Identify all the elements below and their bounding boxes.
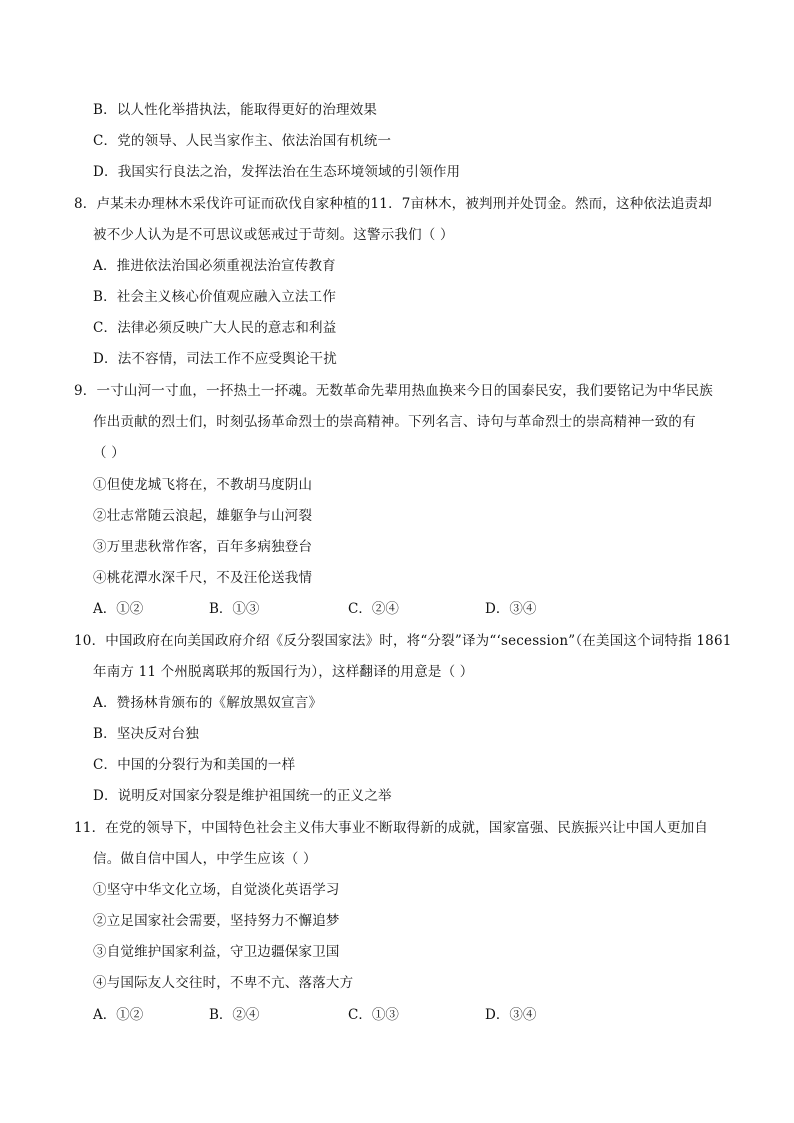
q9-item-4: ④桃花潭水深千尺，不及汪伦送我情 — [93, 570, 313, 586]
q10-option-c: C．中国的分裂行为和美国的一样 — [93, 757, 296, 773]
q9-choice-d: D．③④ — [485, 601, 537, 617]
q9-choice-b: B．①③ — [209, 601, 260, 617]
q7-option-c: C．党的领导、人民当家作主、依法治国有机统一 — [93, 133, 392, 149]
q8-option-c: C．法律必须反映广大人民的意志和利益 — [93, 320, 337, 336]
q8-stem-line2: 被不少人认为是不可思议或惩戒过于苛刻。这警示我们（ ） — [93, 227, 454, 243]
q8-option-a: A．推进依法治国必须重视法治宣传教育 — [93, 258, 336, 274]
q11-stem-line2: 信。做自信中国人，中学生应该（ ） — [93, 851, 317, 867]
q11-choice-c: C．①③ — [348, 1007, 399, 1023]
q10-option-a: A．赞扬林肯颁布的《解放黑奴宣言》 — [93, 695, 323, 711]
q7-option-b: B．以人性化举措执法，能取得更好的治理效果 — [93, 102, 378, 118]
q10-stem-line1: 10．中国政府在向美国政府介绍《反分裂国家法》时，将“分裂”译为“‘secession”（在美国这个词特指 1861 — [74, 633, 732, 649]
q9-stem-line2: 作出贡献的烈士们，时刻弘扬革命烈士的崇高精神。下列名言、诗句与革命烈士的崇高精神一致的有 — [93, 414, 696, 430]
q11-stem-line1: 11．在党的领导下，中国特色社会主义伟大事业不断取得新的成就，国家富强、民族振兴让中国人更加自 — [74, 820, 709, 836]
q9-stem-line1: 9．一寸山河一寸血，一抔热土一抔魂。无数革命先辈用热血换来今日的国泰民安，我们要铭记为中华民族 — [74, 383, 713, 399]
q10-option-d: D．说明反对国家分裂是维护祖国统一的正义之举 — [93, 788, 392, 804]
q11-item-3: ③自觉维护国家利益，守卫边疆保家卫国 — [93, 944, 340, 960]
q9-stem-line3: （ ） — [93, 445, 125, 461]
q11-item-2: ②立足国家社会需要，坚持努力不懈追梦 — [93, 913, 340, 929]
q9-item-3: ③万里悲秋常作客，百年多病独登台 — [93, 539, 313, 555]
q10-option-b: B．坚决反对台独 — [93, 726, 200, 742]
q11-choice-d: D．③④ — [485, 1007, 537, 1023]
q8-option-d: D．法不容情，司法工作不应受舆论干扰 — [93, 351, 337, 367]
q9-choice-a: A．①② — [93, 601, 144, 617]
q10-stem-line2: 年南方 11 个州脱离联邦的叛国行为），这样翻译的用意是（ ） — [93, 664, 474, 680]
q9-item-2: ②壮志常随云浪起，雄躯争与山河裂 — [93, 508, 313, 524]
q11-item-1: ①坚守中华文化立场，自觉淡化英语学习 — [93, 882, 340, 898]
q7-option-d: D．我国实行良法之治，发挥法治在生态环境领域的引领作用 — [93, 164, 461, 180]
q9-choice-c: C．②④ — [348, 601, 399, 617]
q11-item-4: ④与国际友人交往时，不卑不亢、落落大方 — [93, 975, 354, 991]
q11-choice-a: A．①② — [93, 1007, 144, 1023]
q11-choice-b: B．②④ — [209, 1007, 260, 1023]
q8-stem-line1: 8．卢某未办理林木采伐许可证而砍伐自家种植的11．7亩林木，被判刑并处罚金。然而，这种依法追责却 — [74, 196, 712, 212]
q8-option-b: B．社会主义核心价值观应融入立法工作 — [93, 289, 337, 305]
q9-item-1: ①但使龙城飞将在，不教胡马度阴山 — [93, 477, 313, 493]
